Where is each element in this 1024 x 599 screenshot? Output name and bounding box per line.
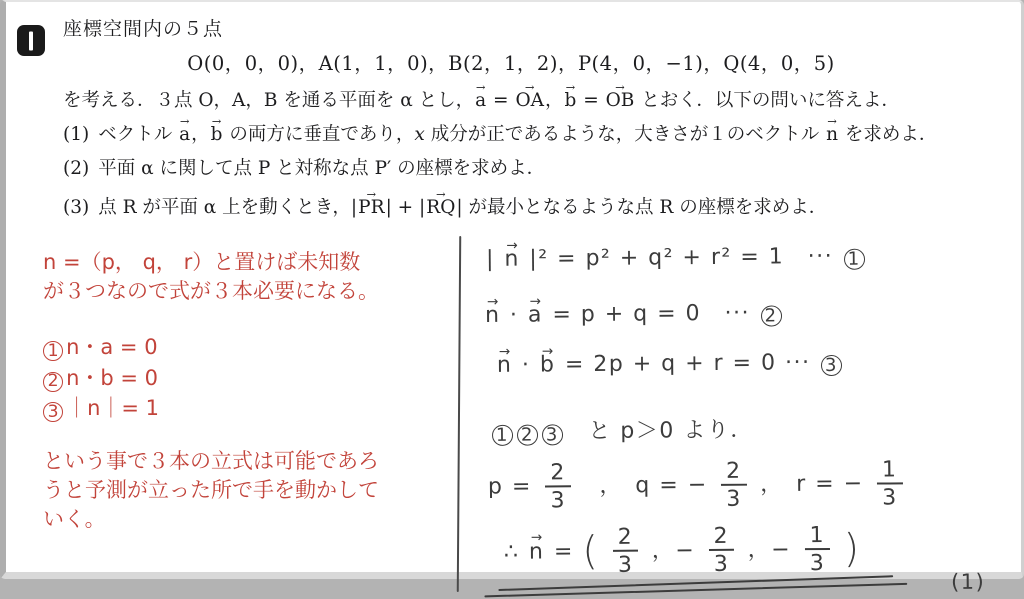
hand-equation-dot-a: n → · a → = p + q = 0 ··· 2 [482,294,1011,330]
hand-equation-dot-b: n → · b → = 2p + q + r = 0 ··· 3 [482,348,1011,379]
hand-pqr-values: p = $\frac{2}{3}$ ， q = − $\frac{2}{3}$ ， r = − $\frac{1}{3}$ [482,458,1011,514]
notes-paragraph1-line1: n =（p， q， r）と置けば未知数 [43,250,361,274]
numeral-one-glyph [29,31,33,50]
question-1-label: (1) [63,123,90,145]
setup-sentence: を考える．３点 O，A，B を通る平面を α とし，a → = OA →，b → = OB → とおく．以下の問いに答えよ． [63,87,999,115]
question-3-label: (3) [63,197,90,219]
problem-statement [6,2,1021,222]
hand-final-answer-expression: ∴ n → = ( $\frac{2}{3}$ ，− $\frac{2}{3}$ ，− $\frac{1}{3}$ ) [504,537,861,565]
red-commentary-notes [6,236,458,592]
problem-number-badge [17,25,45,56]
notes-paragraph1-line2: が３つなので式が３本必要になる。 [43,278,379,303]
answer-part-label: (1) [950,570,986,595]
question-1 [63,121,999,149]
question-2-label: (2) [63,157,90,179]
notes-spacer [43,305,458,332]
notes-paragraph2-line1: という事で３本の立式は可能であろ [43,449,379,474]
solution-workspace [6,236,1021,595]
problem-title: 座標空間内の５点 [63,18,224,40]
notes-paragraph2-line3: いく。 [43,506,106,531]
question-2-text: 平面 α に関して点 P と対称な点 P′ の座標を求めよ． [98,157,546,179]
question-3 [63,194,999,222]
question-1-text: ベクトル a →，b → の両方に垂直であり，x 成分が正であるような，大きさが１のベクトル n → を求めよ． [98,121,937,149]
answer-underline [484,583,907,598]
notes-equation-3: 3 ｜n｜= 1 [43,393,458,423]
question-3-text: 点 R が平面 α 上を動くとき，|PR →| + |RQ →| が最小となるような点 R の座標を求めよ． [98,194,827,222]
handwritten-solution [460,236,1021,595]
notes-equation-1: 1 n・a = 0 [43,332,458,362]
notes-spacer [43,423,458,447]
hand-final-answer [482,523,1011,595]
notes-equation-2: 2 n・b = 0 [43,363,458,393]
hand-equation-magnitude: | n → |² = p² + q² + r² = 1 ··· 1 [482,237,1011,273]
hand-condition-line: 1 2 3 と p＞0 より． [482,410,1011,446]
question-2 [63,155,999,183]
notes-paragraph2-line2: うと予測が立った所で手を動かして [43,477,379,502]
points-definition: O(0，0，0)，A(1，1，0)，B(2，1，2)，P(4，0，−1)，Q(4，0，5) [187,52,835,75]
